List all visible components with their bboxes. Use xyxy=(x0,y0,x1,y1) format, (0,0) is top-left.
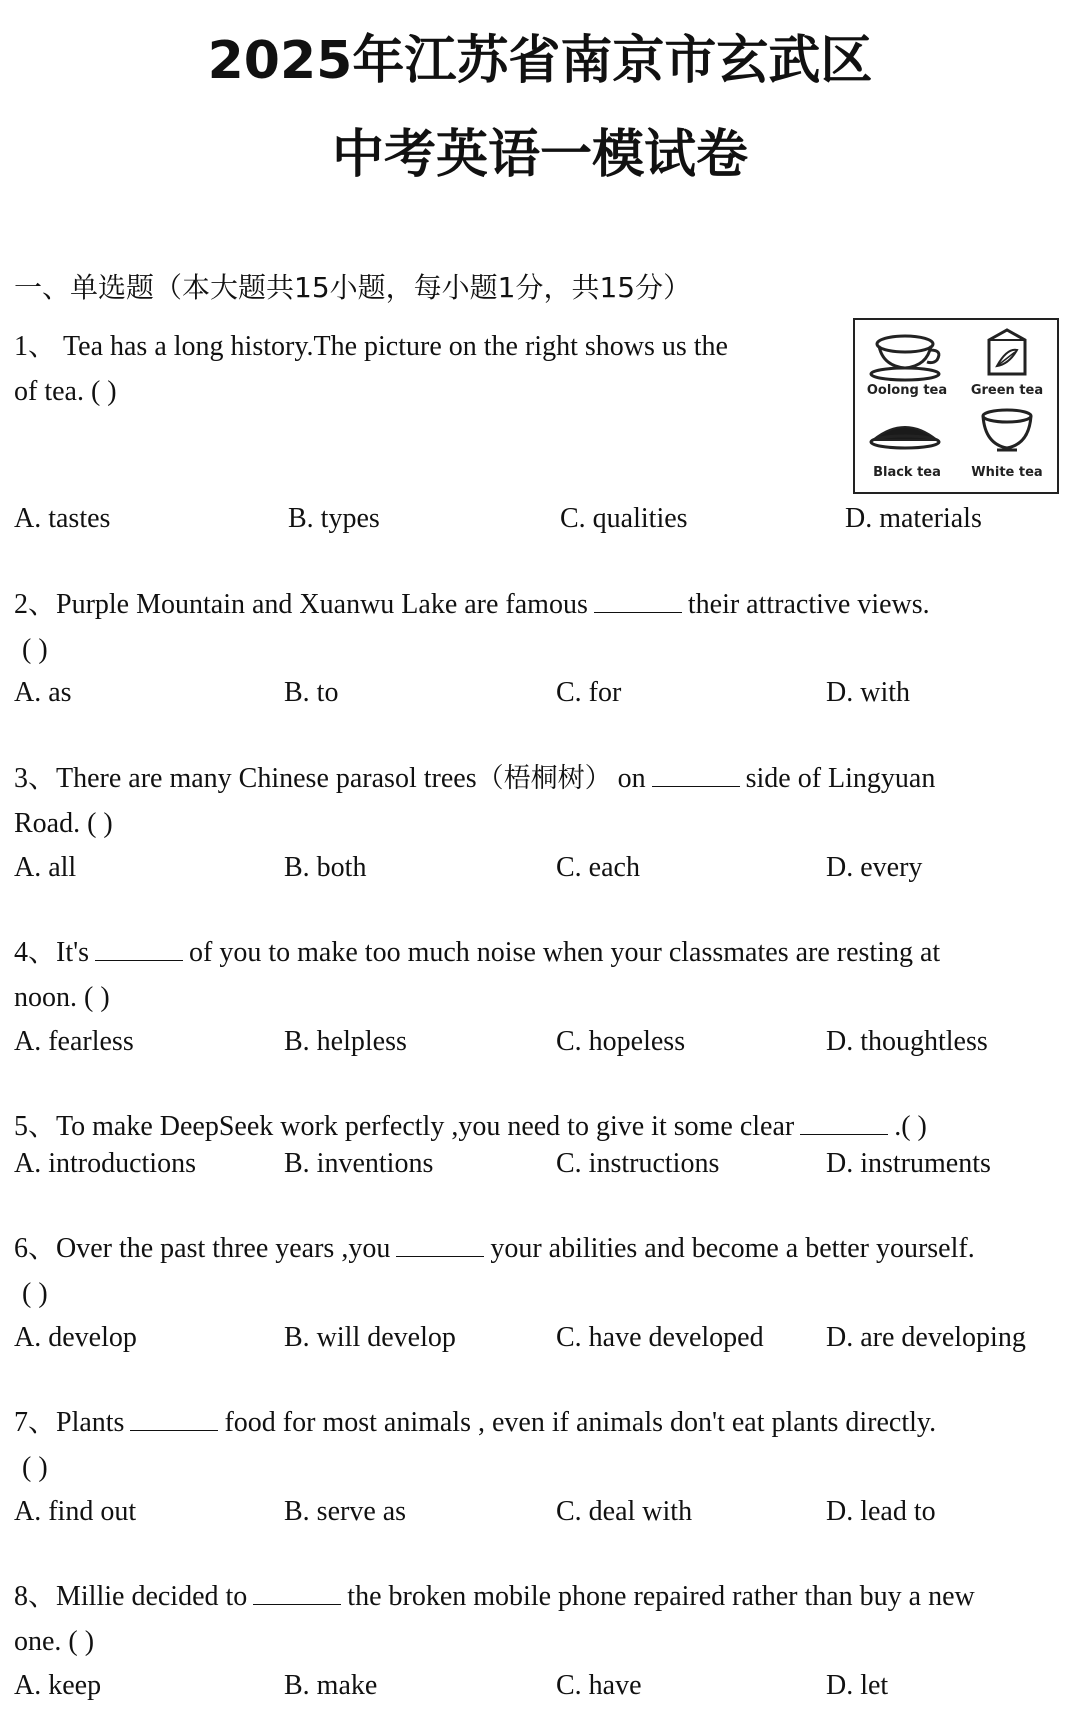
answer-blank xyxy=(396,1255,484,1257)
document-title-line2: 中考英语一模试卷 xyxy=(331,125,748,185)
question-1-stem: 1、 Tea has a long history.The picture on the right shows us the xyxy=(14,331,728,362)
question-7-option-a[interactable]: A. find out xyxy=(14,1496,137,1527)
tea-box-icon xyxy=(957,324,1057,382)
question-8-stem xyxy=(14,1574,975,1614)
question-7-text-after: food for most animals , even if animals don't eat plants directly. xyxy=(224,1407,937,1438)
question-2-option-c[interactable]: C. for xyxy=(556,677,622,708)
question-7-paren: ( ) xyxy=(22,1452,48,1483)
question-4-text-after: of you to make too much noise when your classmates are resting at xyxy=(189,937,941,968)
teacup-icon xyxy=(857,324,957,382)
tea-bowl-icon xyxy=(957,406,1057,464)
question-1-option-d[interactable]: D. materials xyxy=(845,503,982,534)
question-6-text-before: 6、Over the past three years ,you xyxy=(14,1233,391,1264)
question-7-text-before: 7、Plants xyxy=(14,1407,125,1438)
tea-label: White tea xyxy=(971,465,1043,480)
question-1-option-c[interactable]: C. qualities xyxy=(560,503,688,534)
question-8-text-after: the broken mobile phone repaired rather than buy a new xyxy=(347,1581,975,1612)
question-4-option-c[interactable]: C. hopeless xyxy=(556,1026,686,1057)
question-4-option-d[interactable]: D. thoughtless xyxy=(826,1026,988,1057)
tea-leaves-pile-icon xyxy=(857,406,957,464)
question-2-text-before: 2、Purple Mountain and Xuanwu Lake are famous xyxy=(14,589,588,620)
question-7-option-d[interactable]: D. lead to xyxy=(826,1496,936,1527)
oolong-tea-cell xyxy=(857,324,957,402)
question-5-option-b[interactable]: B. inventions xyxy=(284,1148,434,1179)
question-5-option-d[interactable]: D. instruments xyxy=(826,1148,991,1179)
tea-label: Oolong tea xyxy=(866,383,948,398)
green-tea-cell xyxy=(957,324,1057,402)
answer-blank xyxy=(652,785,740,787)
question-8-option-a[interactable]: A. keep xyxy=(14,1670,102,1701)
tea-label: Black tea xyxy=(873,465,941,480)
question-1-option-a[interactable]: A. tastes xyxy=(14,503,111,534)
black-tea-cell xyxy=(857,406,957,484)
question-7-option-c[interactable]: C. deal with xyxy=(556,1496,693,1527)
question-8-option-d[interactable]: D. let xyxy=(826,1670,889,1701)
question-3-text-mid: on xyxy=(617,763,646,794)
question-1-stem-cont: of tea. ( ) xyxy=(14,376,117,407)
question-4-stem-cont: noon. ( ) xyxy=(14,982,110,1013)
question-4-option-b[interactable]: B. helpless xyxy=(284,1026,407,1057)
answer-blank xyxy=(95,959,183,961)
question-2-option-d[interactable]: D. with xyxy=(826,677,910,708)
question-2-stem xyxy=(14,582,930,622)
question-3-cjk-note: （梧桐树） xyxy=(476,763,612,794)
question-2-option-b[interactable]: B. to xyxy=(284,677,339,708)
question-6-text-after: your abilities and become a better yourself. xyxy=(490,1233,975,1264)
section-heading: 一、单选题（本大题共15小题，每小题1分，共15分） xyxy=(14,271,692,304)
answer-blank xyxy=(253,1603,341,1605)
question-6-option-c[interactable]: C. have developed xyxy=(556,1322,764,1353)
document-title-line1: 2025年江苏省南京市玄武区 xyxy=(207,31,873,91)
question-3-stem-cont: Road. ( ) xyxy=(14,808,113,839)
question-3-option-d[interactable]: D. every xyxy=(826,852,923,883)
question-8-text-before: 8、Millie decided to xyxy=(14,1581,248,1612)
question-7-option-b[interactable]: B. serve as xyxy=(284,1496,407,1527)
answer-blank xyxy=(594,611,682,613)
answer-blank xyxy=(130,1429,218,1431)
question-5-option-c[interactable]: C. instructions xyxy=(556,1148,720,1179)
tea-types-picture xyxy=(853,318,1059,494)
question-4-option-a[interactable]: A. fearless xyxy=(14,1026,134,1057)
white-tea-cell xyxy=(957,406,1057,484)
question-8-stem-cont: one. ( ) xyxy=(14,1626,95,1657)
question-8-option-b[interactable]: B. make xyxy=(284,1670,378,1701)
question-5-text-before: 5、To make DeepSeek work perfectly ,you need to give it some clear xyxy=(14,1111,795,1142)
question-5-option-a[interactable]: A. introductions xyxy=(14,1148,196,1179)
question-6-stem xyxy=(14,1226,975,1266)
question-7-stem xyxy=(14,1400,936,1440)
question-8-option-c[interactable]: C. have xyxy=(556,1670,642,1701)
question-2-option-a[interactable]: A. as xyxy=(14,677,72,708)
question-2-paren: ( ) xyxy=(22,634,48,665)
question-5-stem xyxy=(14,1104,927,1144)
tea-label: Green tea xyxy=(970,383,1044,398)
question-3-stem xyxy=(14,756,935,796)
question-6-option-b[interactable]: B. will develop xyxy=(284,1322,456,1353)
question-4-text-before: 4、It's xyxy=(14,937,90,968)
question-2-text-after: their attractive views. xyxy=(687,589,930,620)
question-3-option-b[interactable]: B. both xyxy=(284,852,367,883)
question-3-option-c[interactable]: C. each xyxy=(556,852,640,883)
question-3-text-after: side of Lingyuan xyxy=(745,763,936,794)
question-3-option-a[interactable]: A. all xyxy=(14,852,77,883)
question-3-text-before: 3、There are many Chinese parasol trees xyxy=(14,763,477,794)
question-6-paren: ( ) xyxy=(22,1278,48,1309)
question-4-stem xyxy=(14,930,940,970)
question-6-option-d[interactable]: D. are developing xyxy=(826,1322,1026,1353)
question-5-text-after: .( ) xyxy=(894,1111,927,1142)
question-1-option-b[interactable]: B. types xyxy=(288,503,380,534)
answer-blank xyxy=(800,1133,888,1135)
question-6-option-a[interactable]: A. develop xyxy=(14,1322,137,1353)
